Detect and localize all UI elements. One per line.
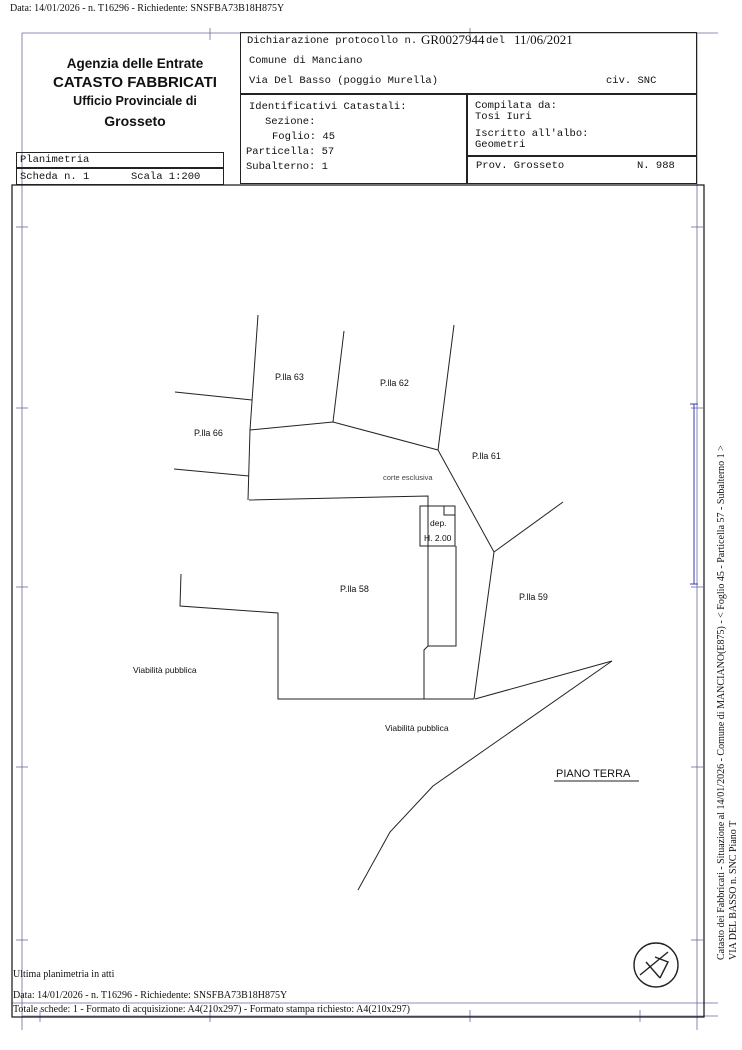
comune: Comune di Manciano — [249, 55, 363, 67]
protocol-number: GR0027944 — [421, 32, 485, 47]
floor-label: PIANO TERRA — [556, 768, 631, 780]
footer-request-note: Data: 14/01/2026 - n. T16296 - Richiedente: SNSFBA73B18H875Y — [13, 990, 288, 1001]
courtyard-label: corte esclusiva — [383, 473, 433, 482]
scale: Scala 1:200 — [131, 171, 201, 183]
agency-name: Agenzia delle Entrate — [66, 56, 204, 71]
albo-number: N. 988 — [637, 160, 675, 172]
parcel-lines — [174, 315, 612, 890]
parcel-58-label: P.lla 58 — [340, 584, 369, 594]
side-line-2: VIA DEL BASSO n. SNC Piano T — [728, 820, 739, 960]
sezione: Sezione: — [265, 116, 316, 128]
scheda-number: Scheda n. 1 — [20, 171, 90, 183]
subalterno: Subalterno: 1 — [246, 161, 328, 173]
date-label: del — [486, 35, 505, 47]
public-road-label-west: Viabilità pubblica — [133, 665, 197, 675]
storage-label: dep. — [430, 518, 447, 528]
last-plan-note: Ultima planimetria in atti — [13, 969, 115, 980]
footer-format-note: Totale schede: 1 - Formato di acquisizione: A4(210x297) - Formato stampa richiesto: A4(210x297) — [13, 1004, 410, 1015]
compilata-label: Compilata da: — [475, 100, 557, 112]
north-arrow-icon — [634, 943, 678, 987]
address: Via Del Basso (poggio Murella) — [249, 75, 439, 87]
parcel-62-label: P.lla 62 — [380, 378, 409, 388]
storage-height: H. 2.00 — [424, 533, 452, 543]
iscritto-value: Geometri — [475, 139, 526, 151]
catasto-title: CATASTO FABBRICATI — [53, 74, 217, 91]
drawing-frame — [12, 185, 704, 1017]
parcel-59-label: P.lla 59 — [519, 592, 548, 602]
protocol-date: 11/06/2021 — [514, 32, 573, 47]
parcel-66-label: P.lla 66 — [194, 428, 223, 438]
side-cadastral-reference — [716, 445, 740, 960]
parcel-61-label: P.lla 61 — [472, 451, 501, 461]
protocol-label: Dichiarazione protocollo n. — [247, 35, 418, 47]
side-line-1: Catasto dei Fabbricati - Situazione al 14/01/2026 - Comune di MANCIANO(E875) - < Foglio 45 - Particella 57 - Subalterno 1 > — [716, 445, 727, 960]
top-request-note: Data: 14/01/2026 - n. T16296 - Richiedente: SNSFBA73B18H875Y — [10, 3, 285, 14]
public-road-label-south: Viabilità pubblica — [385, 723, 449, 733]
identificativi-title: Identificativi Catastali: — [249, 101, 407, 113]
header-divider — [466, 94, 468, 184]
civic-number: civ. SNC — [606, 75, 657, 87]
foglio: Foglio: 45 — [272, 131, 336, 143]
ufficio-line: Ufficio Provinciale di — [73, 94, 197, 108]
planimetria-divider — [16, 167, 224, 169]
prov-divider — [466, 155, 697, 157]
planimetria-label: Planimetria — [20, 154, 90, 166]
iscritto-label: Iscritto all'albo: — [475, 128, 589, 140]
ufficio-city: Grosseto — [104, 113, 166, 129]
particella: Particella: 57 — [246, 146, 335, 158]
compilata-name: Tosi Iuri — [475, 111, 532, 123]
province: Prov. Grosseto — [476, 160, 565, 172]
parcel-63-label: P.lla 63 — [275, 372, 304, 382]
